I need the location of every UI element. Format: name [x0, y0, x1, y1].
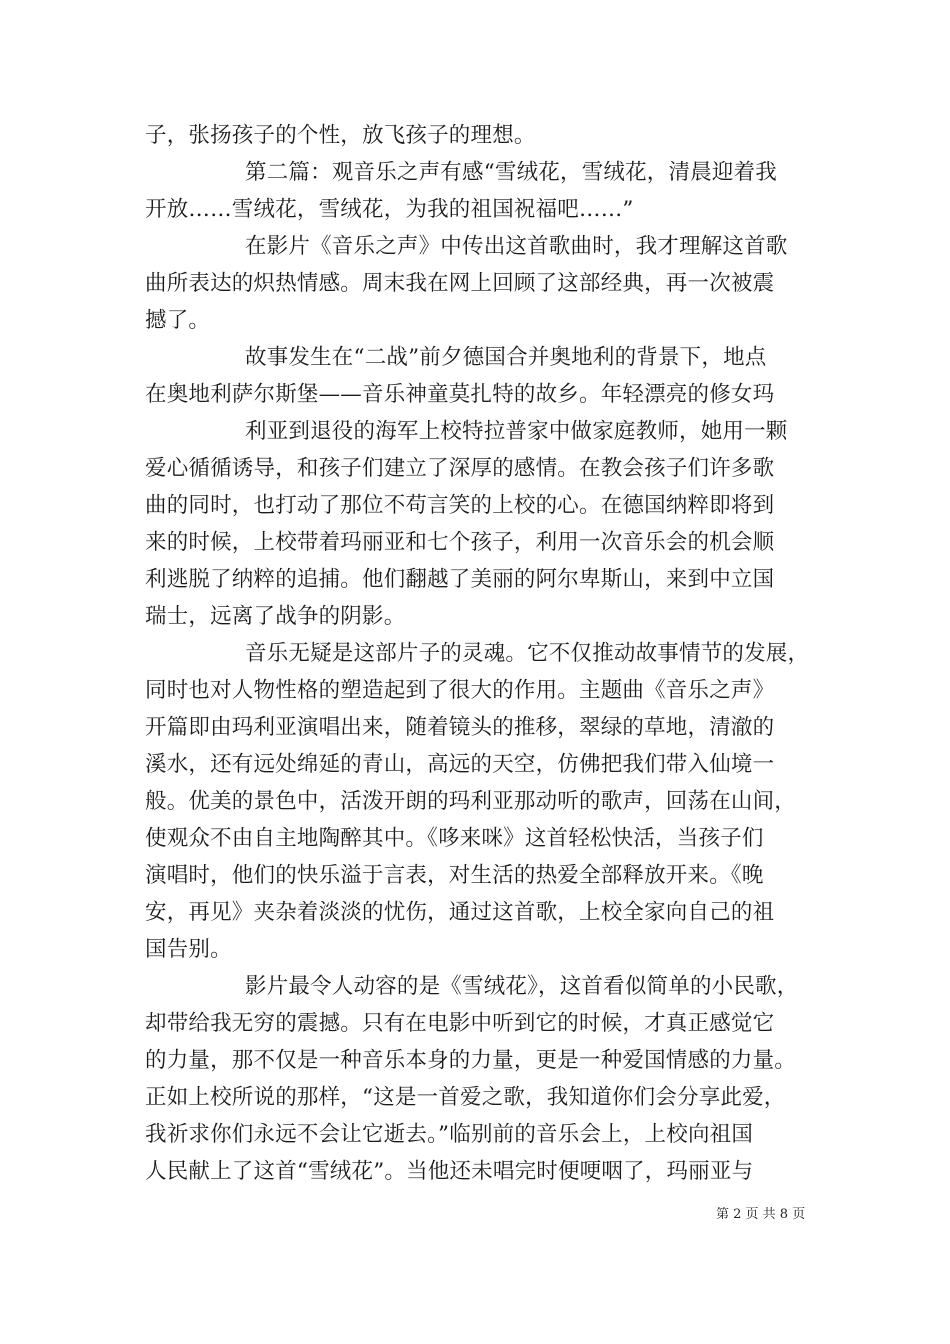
text-line: 我祈求你们永远不会让它逝去。”临别前的音乐会上，上校向祖国: [145, 1122, 754, 1147]
text-line: 第二篇：观音乐之声有感“雪绒花，雪绒花，清晨迎着我: [245, 160, 777, 185]
page-number: 第 2 页 共 8 页: [716, 1207, 806, 1222]
text-line: 的力量，那不仅是一种音乐本身的力量，更是一种爱国情感的力量。: [145, 1048, 797, 1073]
text-line: 般。优美的景色中，活泼开朗的玛利亚那动听的歌声，回荡在山间，: [145, 789, 797, 814]
text-line: 在影片《音乐之声》中传出这首歌曲时，我才理解这首歌: [245, 234, 788, 259]
text-line: 在奥地利萨尔斯堡——音乐神童莫扎特的故乡。年轻漂亮的修女玛: [145, 382, 775, 407]
text-line: 曲所表达的炽热情感。周末我在网上回顾了这部经典，再一次被震: [145, 271, 775, 296]
text-line: 溪水，还有远处绵延的青山，高远的天空，仿佛把我们带入仙境一: [145, 752, 775, 777]
text-line: 子，张扬孩子的个性，放飞孩子的理想。: [145, 123, 536, 148]
text-line: 人民献上了这首“雪绒花”。当他还未唱完时便哽咽了，玛丽亚与: [145, 1159, 754, 1184]
text-line: 来的时候，上校带着玛丽亚和七个孩子，利用一次音乐会的机会顺: [145, 530, 775, 555]
text-line: 同时也对人物性格的塑造起到了很大的作用。主题曲《音乐之声》: [145, 678, 775, 703]
text-line: 瑞士，远离了战争的阴影。: [145, 604, 406, 629]
text-line: 演唱时，他们的快乐溢于言表，对生活的热爱全部释放开来。《晚: [145, 863, 764, 888]
text-line: 安，再见》夹杂着淡淡的忧伤，通过这首歌，上校全家向自己的祖: [145, 900, 775, 925]
text-line: 利逃脱了纳粹的追捕。他们翻越了美丽的阿尔卑斯山，来到中立国: [145, 567, 775, 592]
text-line: 故事发生在“二战”前夕德国合并奥地利的背景下，地点: [245, 345, 767, 370]
text-line: 曲的同时，也打动了那位不苟言笑的上校的心。在德国纳粹即将到: [145, 493, 775, 518]
text-line: 使观众不由自主地陶醉其中。《哆来咪》这首轻松快活，当孩子们: [145, 826, 764, 851]
text-line: 爱心循循诱导，和孩子们建立了深厚的感情。在教会孩子们许多歌: [145, 456, 775, 481]
text-line: 音乐无疑是这部片子的灵魂。它不仅推动故事情节的发展，: [245, 641, 810, 666]
text-line: 开放……雪绒花，雪绒花，为我的祖国祝福吧……”: [145, 197, 634, 222]
text-line: 利亚到退役的海军上校特拉普家中做家庭教师，她用一颗: [245, 419, 788, 444]
text-line: 影片最令人动容的是《雪绒花》，这首看似简单的小民歌，: [245, 974, 799, 999]
text-line: 正如上校所说的那样，“这是一首爱之歌，我知道你们会分享此爱，: [145, 1085, 786, 1110]
text-line: 撼了。: [145, 308, 211, 333]
text-line: 却带给我无穷的震撼。只有在电影中听到它的时候，才真正感觉它: [145, 1011, 775, 1036]
text-line: 开篇即由玛利亚演唱出来，随着镜头的推移，翠绿的草地，清澈的: [145, 715, 775, 740]
text-line: 国告别。: [145, 937, 232, 962]
